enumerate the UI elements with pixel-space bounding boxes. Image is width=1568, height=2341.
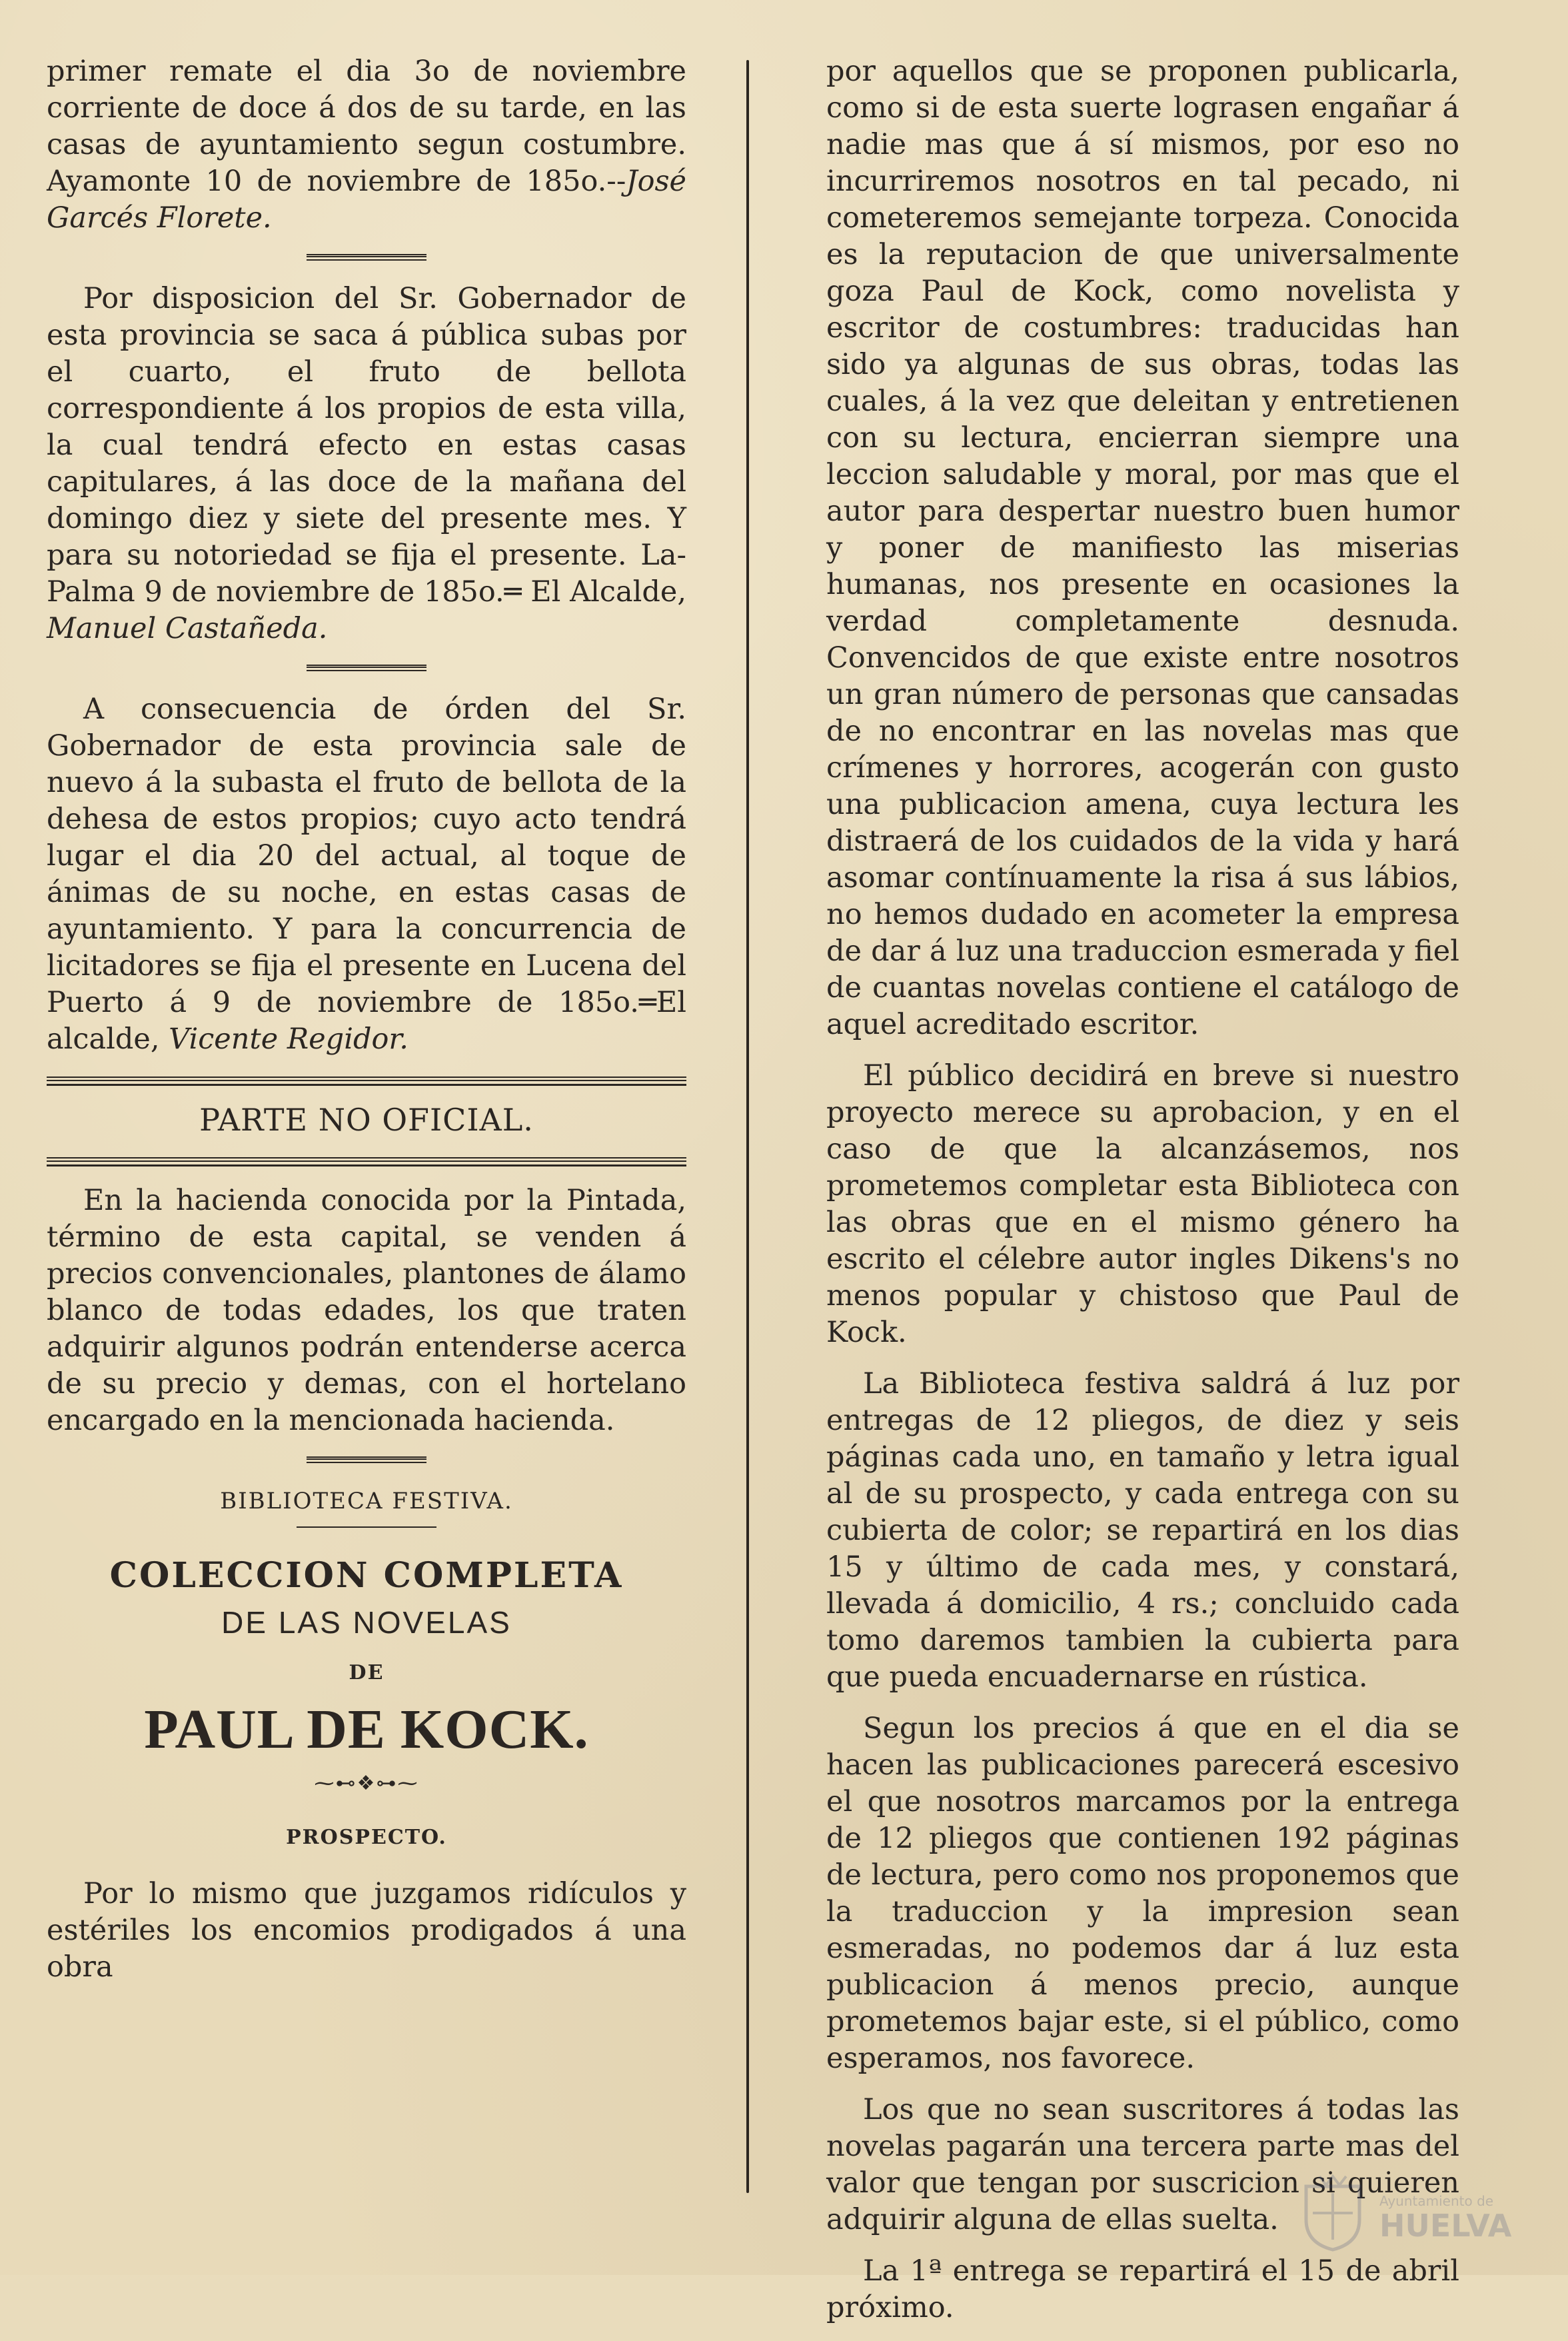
- de-heading: DE: [349, 1661, 385, 1684]
- ornament-divider: ⁓⊷❖⊶⁓: [314, 1772, 419, 1795]
- prospecto-paragraph-4: Segun los precios á que en el dia se hacen las publicaciones parecerá escesivo el que nosotros marcamos por la entrega de 12 pliegos que contienen 192 páginas de lectura, pero como nos proponemos que la traduccion y la impresion sean esmeradas, no podemos dar á luz esta publicacion á menos precio, aunque prometemos bajar este, si el público, como esperamos, nos favorece.: [826, 1712, 1459, 2075]
- section-rule-bottom: [47, 1157, 686, 1167]
- column-divider: [746, 60, 749, 2193]
- prospecto-paragraph-6: La 1ª entrega se repartirá el 15 de abril próximo.: [826, 2254, 1459, 2324]
- archive-watermark: [1299, 2166, 1526, 2260]
- prospecto-paragraph-2: El público decidirá en breve si nuestro proyecto merece su aprobacion, y en el caso de que la alcanzásemos, nos prometemos completar esta Biblioteca con las obras que en el mismo género ha escrito el célebre autor ingles Dikens's no menos popular y chistoso que Paul de Kock.: [826, 1059, 1459, 1349]
- crest-icon: [1299, 2173, 1366, 2253]
- prospecto-continuation: por aquellos que se proponen publicarla, como si de esta suerte lograsen engañar á nadie mas que á sí mismos, por eso no incurriremos nosotros en tal pecado, ni cometeremos semejante torpeza. Conocida es la reputacion de que universalmente goza Paul de Kock, como novelista y escritor de costumbres: traducidas han sido ya algunas de sus obras, todas las cuales, á la vez que deleitan y entretienen con su lectura, encierran siempre una leccion saludable y moral, por mas que el autor para despertar nuestro buen humor y poner de manifiesto las miserias humanas, nos presente en ocasiones la verdad completamente desnuda. Convencidos de que existe entre nosotros un gran número de personas que cansadas de no encontrar en las novelas mas que crímenes y horrores, acogerán con gusto una publicacion amena, cuya lectura les distraerá de los cuidados de la vida y hará asomar contínuamente la risa á sus lábios, no hemos dudado en acometer la empresa de dar á luz una traduccion esmerada y fiel de cuantas novelas contiene el catálogo de aquel acreditado escritor.: [826, 55, 1459, 1041]
- watermark-line2: HUELVA: [1379, 2208, 1512, 2244]
- coleccion-heading: COLECCION COMPLETA: [109, 1555, 624, 1596]
- signature-lucena: Vicente Regidor.: [169, 1023, 408, 1056]
- mini-rule: [297, 1526, 436, 1528]
- prospecto-paragraph-5: Los que no sean suscritores á todas las novelas pagarán una tercera parte mas del valor que tengan por suscricion si quieren adquirir alguna de ellas suelta.: [826, 2093, 1459, 2236]
- prospecto-paragraph-3: La Biblioteca festiva saldrá á luz por entregas de 12 pliegos, de diez y seis páginas cada uno, en tamaño y letra igual al de su prospecto, y cada entrega con su cubierta de color; se repartirá en los dias 15 y último de cada mes, y constará, llevada á domicilio, 4 rs.; concluido cada tomo daremos tambien la cubierta para que pueda encuadernarse en rústica.: [826, 1367, 1459, 1694]
- notice-hacienda: En la hacienda conocida por la Pintada, término de esta capital, se venden á precios convencionales, plantones de álamo blanco de todas edades, los que traten adquirir algunos podrán entenderse acerca de su precio y demas, con el hortelano encargado en la mencionada hacienda.: [47, 1184, 686, 1437]
- watermark-line1: Ayuntamiento de: [1379, 2193, 1494, 2209]
- author-heading: PAUL DE KOCK.: [144, 1698, 589, 1760]
- novelas-heading: DE LAS NOVELAS: [221, 1605, 512, 1640]
- separator: [307, 254, 426, 261]
- prospecto-paragraph-start: Por lo mismo que juzgamos ridículos y estériles los encomios prodigados á una obra: [47, 1877, 686, 1984]
- signature-ayamonte: José Garcés Florete.: [47, 165, 686, 235]
- right-column: [826, 53, 1459, 2341]
- notice-ayamonte: primer remate el dia 3o de noviembre corriente de doce á dos de su tarde, en las casas de ayuntamiento segun costumbre. Ayamonte 10 de noviembre de 185o.--José Garcés Florete.: [47, 55, 686, 235]
- separator: [307, 665, 426, 671]
- signature-la-palma: Manuel Castañeda.: [47, 612, 328, 645]
- separator: [307, 1456, 426, 1463]
- notice-lucena: A consecuencia de órden del Sr. Gobernador de esta provincia sale de nuevo á la subasta el fruto de bellota de la dehesa de estos propios; cuyo acto tendrá lugar el dia 20 del actual, al toque de ánimas de su noche, en estas casas de ayuntamiento. Y para la concurrencia de licitadores se fija el presente en Lucena del Puerto á 9 de noviembre de 185o.═El alcalde, Vicente Regidor.: [47, 693, 686, 1056]
- notice-la-palma: Por disposicion del Sr. Gobernador de esta provincia se saca á pública subas por el cuarto, el fruto de bellota correspondiente á los propios de esta villa, la cual tendrá efecto en estas casas capitulares, á las doce de la mañana del domingo diez y siete del presente mes. Y para su notoriedad se fija el presente. La-Palma 9 de noviembre de 185o.═ El Alcalde, Manuel Castañeda.: [47, 282, 686, 645]
- prospecto-heading: PROSPECTO.: [286, 1826, 447, 1849]
- section-title: PARTE NO OFICIAL.: [199, 1102, 534, 1138]
- left-column: [47, 53, 686, 2000]
- section-rule-top: [47, 1077, 686, 1086]
- biblioteca-heading: BIBLIOTECA FESTIVA.: [220, 1488, 513, 1514]
